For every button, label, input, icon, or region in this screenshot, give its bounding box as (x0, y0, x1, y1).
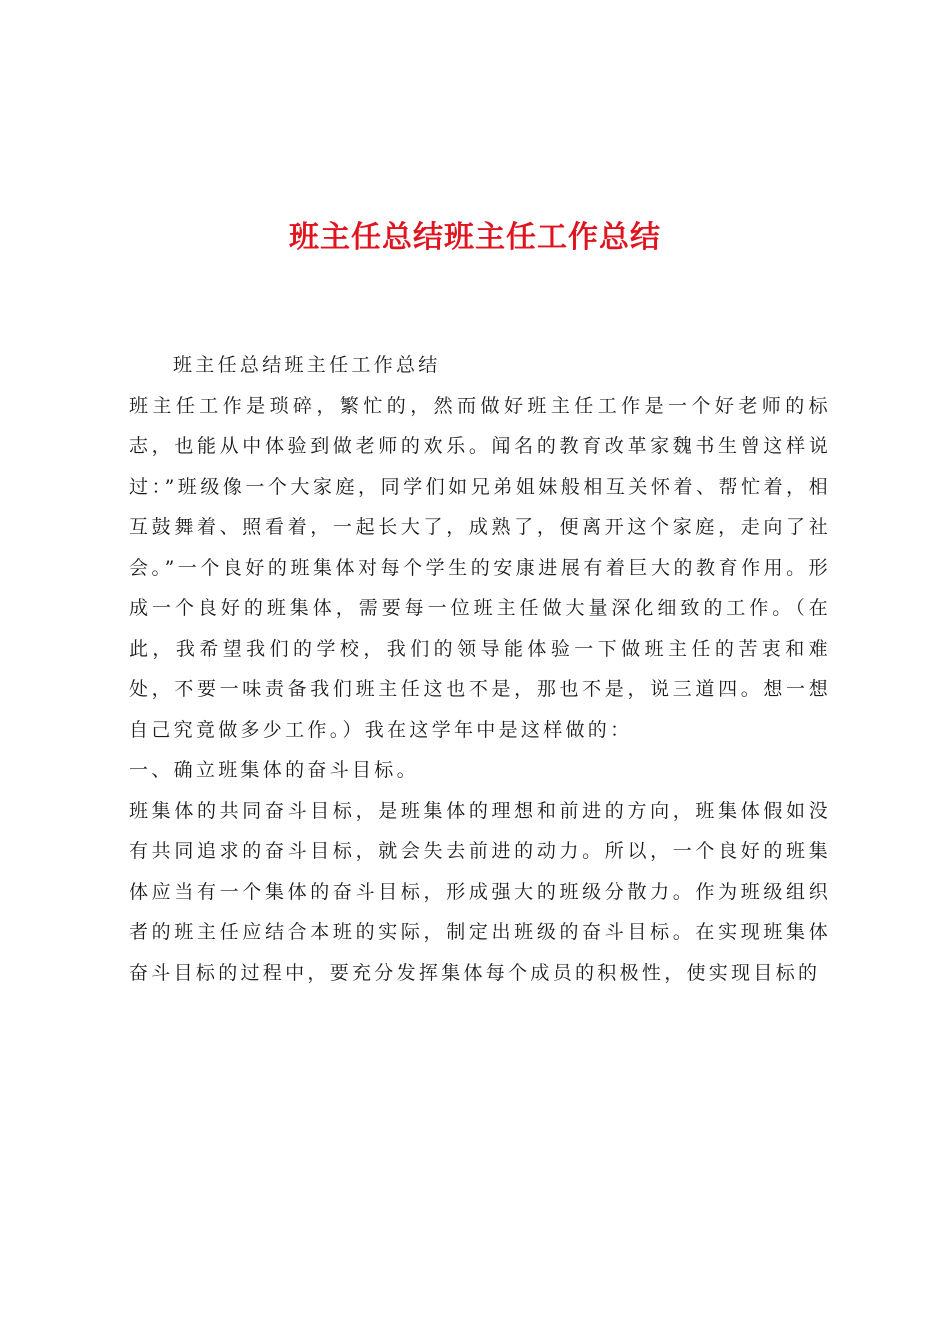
paragraph-section-1: 班集体的共同奋斗目标，是班集体的理想和前进的方向，班集体假如没有共同追求的奋斗目标，就会失去前进的动力。所以，一个良好的班集体应当有一个集体的奋斗目标，形成强大的班级分散力。作为班级组织者的班主任应结合本班的实际，制定出班级的奋斗目标。在实现班集体奋斗目标的过程中，要充分发挥集体每个成员的积极性，使实现目标的 (129, 799, 831, 984)
document-body (129, 345, 831, 993)
document-subtitle: 班主任总结班主任工作总结 (173, 354, 441, 376)
section-heading-1: 一、确立班集体的奋斗目标。 (129, 759, 419, 781)
paragraph-intro: 班主任工作是琐碎，繁忙的，然而做好班主任工作是一个好老师的标志，也能从中体验到做老师的欢乐。闻名的教育改革家魏书生曾这样说过：”班级像一个大家庭，同学们如兄弟姐妹般相互关怀着、帮忙着，相互鼓舞着、照看着，一起长大了，成熟了，便离开这个家庭，走向了社会。”一个良好的班集体对每个学生的安康进展有着巨大的教育作用。形成一个良好的班集体，需要每一位班主任做大量深化细致的工作。（在此，我希望我们的学校，我们的领导能体验一下做班主任的苦衷和难处，不要一味责备我们班主任这也不是，那也不是，说三道四。想一想自己究竟做多少工作。）我在这学年中是这样做的： (129, 394, 831, 741)
document-title: 班主任总结班主任工作总结 (289, 220, 661, 255)
